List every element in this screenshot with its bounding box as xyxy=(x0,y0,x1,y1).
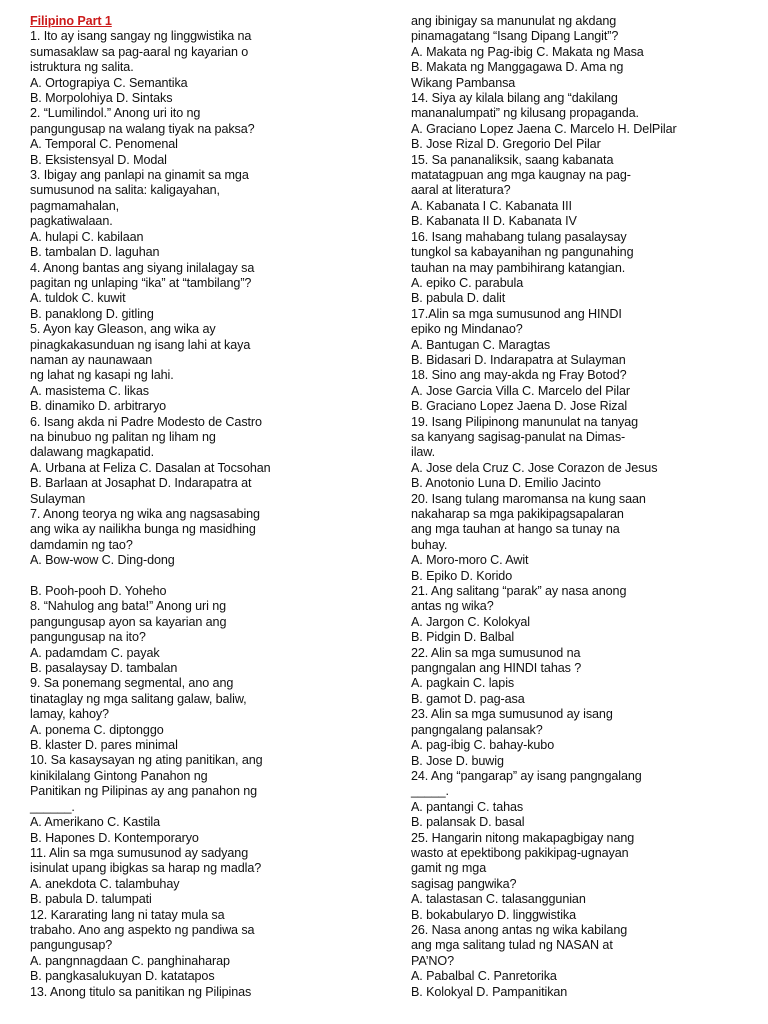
text-line xyxy=(30,569,398,584)
text-line: 25. Hangarin nitong makapagbigay nang xyxy=(411,830,635,845)
text-line: sagisag pangwika? xyxy=(411,876,517,891)
text-line: ng lahat ng kasapi ng lahi. xyxy=(30,368,174,383)
text-line: PA’NO? xyxy=(411,953,455,968)
text-line: Panitikan ng Pilipinas ay ang panahon ng xyxy=(30,784,258,799)
text-line: 10. Sa kasaysayan ng ating panitikan, ang xyxy=(30,753,263,768)
text-line: 23. Alin sa mga sumusunod ay isang xyxy=(411,707,613,722)
text-line: mananalumpati” ng kilusang propaganda. xyxy=(411,106,639,121)
text-line: B. Morpolohiya D. Sintaks xyxy=(30,91,173,106)
text-line: A. epiko C. parabula xyxy=(411,275,524,290)
text-line: A. ponema C. diptonggo xyxy=(30,722,164,737)
text-line: antas ng wika? xyxy=(411,599,494,614)
text-line: A. Moro-moro C. Awit xyxy=(411,553,529,568)
text-line: A. Makata ng Pag-ibig C. Makata ng Masa xyxy=(411,44,644,59)
text-line: ang ibinigay sa manunulat ng akdang xyxy=(411,14,617,28)
text-line: ang mga salitang tulad ng NASAN at xyxy=(411,938,613,953)
text-line: 26. Nasa anong antas ng wika kabilang xyxy=(411,922,628,937)
text-line: A. talastasan C. talasanggunian xyxy=(411,892,586,907)
text-line: B. pabula D. talumpati xyxy=(30,892,152,907)
text-line: B. Barlaan at Josaphat D. Indarapatra at xyxy=(30,476,252,491)
text-line: 20. Isang tulang maromansa na kung saan xyxy=(411,491,646,506)
right-column xyxy=(411,14,761,1000)
text-line: pangngalan ang HINDI tahas ? xyxy=(411,661,582,676)
text-line: A. pangnnagdaan C. panghinaharap xyxy=(30,953,230,968)
text-line: A. Bow-wow C. Ding-dong xyxy=(30,553,175,568)
text-line: 8. “Nahulog ang bata!” Anong uri ng xyxy=(30,599,227,614)
text-line: A. Amerikano C. Kastila xyxy=(30,815,160,830)
text-line: B. Eksistensyal D. Modal xyxy=(30,152,167,167)
text-line: tungkol sa kabayanihan ng pangunahing xyxy=(411,245,634,260)
text-line: 12. Kararating lang ni tatay mula sa xyxy=(30,907,225,922)
text-line: buhay. xyxy=(411,537,448,552)
text-line: sumusunod na salita: kaligayahan, xyxy=(30,183,220,198)
text-line: B. Graciano Lopez Jaena D. Jose Rizal xyxy=(411,399,628,414)
text-line: 16. Isang mahabang tulang pasalaysay xyxy=(411,229,627,244)
text-line: A. pag-ibig C. bahay-kubo xyxy=(411,738,555,753)
left-column-lines xyxy=(30,29,398,1000)
text-line: B. palansak D. basal xyxy=(411,815,525,830)
text-line: A. padamdam C. payak xyxy=(30,645,160,660)
text-line: 9. Sa ponemang segmental, ano ang xyxy=(30,676,234,691)
text-line: B. Hapones D. Kontemporaryo xyxy=(30,830,199,845)
text-line: matatagpuan ang mga kaugnay na pag- xyxy=(411,168,631,183)
text-line: A. masistema C. likas xyxy=(30,383,149,398)
text-line: pagkatiwalaan. xyxy=(30,214,113,229)
text-line: pinagkakasunduan ng isang lahi at kaya xyxy=(30,337,251,352)
text-line: B. tambalan D. laguhan xyxy=(30,245,160,260)
text-line: 11. Alin sa mga sumusunod ay sadyang xyxy=(30,845,249,860)
text-line: ang mga tauhan at hango sa tunay na xyxy=(411,522,620,537)
text-line: wasto at epektibong pakikipag-ugnayan xyxy=(411,845,629,860)
text-line: 24. Ang “pangarap” ay isang pangngalang xyxy=(411,768,642,783)
text-line: naman ay naunawaan xyxy=(30,352,153,367)
text-line: _____. xyxy=(411,784,449,799)
text-line: A. hulapi C. kabilaan xyxy=(30,229,144,244)
text-line: Wikang Pambansa xyxy=(411,75,516,90)
text-line: 3. Ibigay ang panlapi na ginamit sa mga xyxy=(30,168,249,183)
text-line: pinamagatang “Isang Dipang Langit”? xyxy=(411,29,619,44)
text-line: dalawang magkapatid. xyxy=(30,445,155,460)
text-line: trabaho. Ano ang aspekto ng pandiwa sa xyxy=(30,922,255,937)
text-line: nakaharap sa mga pakikipagsapalaran xyxy=(411,507,624,521)
text-line: B. pasalaysay D. tambalan xyxy=(30,661,178,676)
text-line: ______. xyxy=(30,799,75,814)
text-line: damdamin ng tao? xyxy=(30,537,133,552)
text-line: 2. “Lumilindol.” Anong uri ito ng xyxy=(30,106,201,121)
text-line: sumasaklaw sa pag-aaral ng kayarian o xyxy=(30,44,249,59)
text-line: B. Kabanata II D. Kabanata IV xyxy=(411,214,577,229)
text-line: B. bokabularyo D. linggwistika xyxy=(411,907,576,922)
text-line: B. dinamiko D. arbitraryo xyxy=(30,399,167,414)
text-line: aaral at literatura? xyxy=(411,183,511,198)
text-line: 1. Ito ay isang sangay ng linggwistika na xyxy=(30,29,252,44)
document-title: Filipino Part 1 xyxy=(30,14,112,28)
text-line: A. Pabalbal C. Panretorika xyxy=(411,969,557,984)
text-line: pangungusap ayon sa kayarian ang xyxy=(30,614,227,629)
text-line: 7. Anong teorya ng wika ang nagsasabing xyxy=(30,507,260,521)
text-line: B. panaklong D. gitling xyxy=(30,306,154,321)
text-line: pangungusap? xyxy=(30,938,113,953)
text-line: A. Jargon C. Kolokyal xyxy=(411,614,530,629)
text-line: B. Bidasari D. Indarapatra at Sulayman xyxy=(411,352,626,367)
text-line: tinataglay ng mga salitang galaw, baliw, xyxy=(30,691,247,706)
text-line: 5. Ayon kay Gleason, ang wika ay xyxy=(30,322,216,337)
text-line: A. Bantugan C. Maragtas xyxy=(411,337,551,352)
text-line: 15. Sa pananaliksik, saang kabanata xyxy=(411,152,614,167)
text-line: lamay, kahoy? xyxy=(30,707,109,722)
text-line: tauhan na may pambihirang katangian. xyxy=(411,260,626,275)
text-line: kinikilalang Gintong Panahon ng xyxy=(30,768,208,783)
text-line: Sulayman xyxy=(30,491,86,506)
text-line: A. Graciano Lopez Jaena C. Marcelo H. DelPilar xyxy=(411,121,677,136)
text-line: B. klaster D. pares minimal xyxy=(30,738,178,753)
text-line: ang wika ay nailikha bunga ng masidhing xyxy=(30,522,256,537)
text-line: na binubuo ng palitan ng liham ng xyxy=(30,429,216,444)
text-line: 13. Anong titulo sa panitikan ng Pilipinas xyxy=(30,984,252,999)
text-line: A. anekdota C. talambuhay xyxy=(30,876,180,891)
text-line: pangngalang palansak? xyxy=(411,722,543,737)
text-line: A. Temporal C. Penomenal xyxy=(30,137,178,152)
text-line: 22. Alin sa mga sumusunod na xyxy=(411,645,581,660)
text-line: A. Kabanata I C. Kabanata III xyxy=(411,198,572,213)
text-line: 21. Ang salitang “parak” ay nasa anong xyxy=(411,584,627,599)
text-line: A. tuldok C. kuwit xyxy=(30,291,126,306)
text-line: B. Jose D. buwig xyxy=(411,753,504,768)
text-line: pagmamahalan, xyxy=(30,198,120,213)
text-line: A. Jose Garcia Villa C. Marcelo del Pilar xyxy=(411,383,630,398)
text-line: A. Jose dela Cruz C. Jose Corazon de Jesus xyxy=(411,460,658,475)
text-line: pangungusap na ito? xyxy=(30,630,146,645)
text-line: pangungusap na walang tiyak na paksa? xyxy=(30,121,255,136)
right-column-lines xyxy=(411,14,761,1000)
text-line: B. pangkasalukuyan D. katatapos xyxy=(30,969,215,984)
text-line: B. Anotonio Luna D. Emilio Jacinto xyxy=(411,476,601,491)
text-line: epiko ng Mindanao? xyxy=(411,322,523,337)
text-line: sa kanyang sagisag-panulat na Dimas- xyxy=(411,429,626,444)
text-line: A. pagkain C. lapis xyxy=(411,676,515,691)
text-line: 4. Anong bantas ang siyang inilalagay sa xyxy=(30,260,255,275)
text-line: isinulat upang ibigkas sa harap ng madla? xyxy=(30,861,262,876)
text-line: B. Kolokyal D. Pampanitikan xyxy=(411,984,568,999)
text-line: B. Jose Rizal D. Gregorio Del Pilar xyxy=(411,137,601,152)
text-line: 17.Alin sa mga sumusunod ang HINDI xyxy=(411,306,622,321)
text-line: B. gamot D. pag-asa xyxy=(411,691,525,706)
left-column xyxy=(30,14,398,1000)
text-line: B. Epiko D. Korido xyxy=(411,568,513,583)
text-line: 18. Sino ang may-akda ng Fray Botod? xyxy=(411,368,627,383)
text-line: A. Ortograpiya C. Semantika xyxy=(30,75,188,90)
text-line: A. Urbana at Feliza C. Dasalan at Tocsohan xyxy=(30,460,271,475)
text-line: 19. Isang Pilipinong manunulat na tanyag xyxy=(411,414,639,429)
text-line: B. pabula D. dalit xyxy=(411,291,506,306)
text-line: B. Pooh-pooh D. Yoheho xyxy=(30,584,167,599)
text-line: A. pantangi C. tahas xyxy=(411,799,524,814)
text-line: 14. Siya ay kilala bilang ang “dakilang xyxy=(411,91,618,106)
text-line: istruktura ng salita. xyxy=(30,60,134,75)
text-line: 6. Isang akda ni Padre Modesto de Castro xyxy=(30,414,262,429)
text-line: ilaw. xyxy=(411,445,435,460)
text-line: gamit ng mga xyxy=(411,861,487,876)
text-line: pagitan ng unlaping “ika” at “tambilang”? xyxy=(30,275,252,290)
text-line: B. Pidgin D. Balbal xyxy=(411,630,515,645)
text-line: B. Makata ng Manggagawa D. Ama ng xyxy=(411,60,624,75)
